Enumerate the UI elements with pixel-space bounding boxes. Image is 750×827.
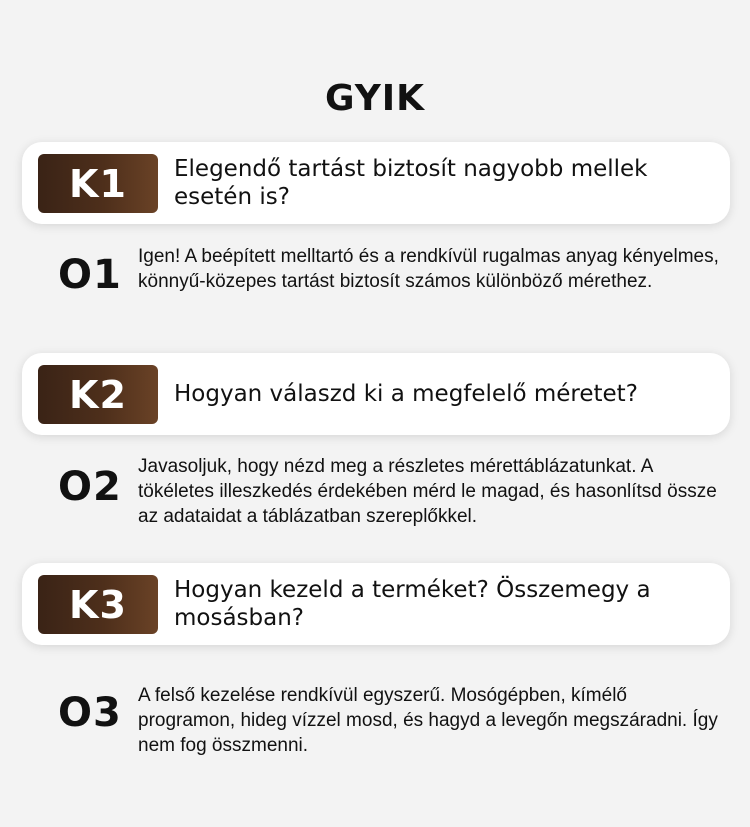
- answer-label-2: O2: [58, 464, 122, 510]
- question-text-2-label: Hogyan válaszd ki a megfelelő méretet?: [174, 381, 638, 407]
- question-text-1-label: Elegendő tartást biztosít nagyobb mellek esetén is?: [174, 156, 648, 210]
- answer-block-3: [58, 680, 728, 760]
- question-badge-1: K1: [38, 154, 158, 213]
- question-card-3[interactable]: [22, 563, 730, 645]
- answer-text-2: Javasoljuk, hogy nézd meg a részletes mérettáblázatunkat. A tökéletes illeszkedés érdekében mérd le magad, és hasonlítsd össze az adataidat a táblázatban szereplőkkel.: [138, 456, 717, 527]
- question-badge-3: K3: [38, 575, 158, 634]
- answer-block-1: [58, 240, 728, 320]
- question-text-1: [174, 142, 704, 224]
- answer-label-1: O1: [58, 252, 122, 298]
- question-badge-2: K2: [38, 365, 158, 424]
- answer-text-1: Igen! A beépített melltartó és a rendkívül rugalmas anyag kényelmes, könnyű-közepes tartást biztosít számos különböző mérethez.: [138, 246, 719, 292]
- answer-block-2: [58, 452, 728, 532]
- page-title: GYIK: [324, 78, 426, 119]
- question-text-3-label: Hogyan kezeld a terméket? Összemegy a mosásban?: [174, 577, 651, 631]
- answer-label-3: O3: [58, 690, 122, 736]
- answer-text-3: A felső kezelése rendkívül egyszerű. Mosógépben, kímélő programon, hideg vízzel mosd, és hagyd a levegőn megszáradni. Így nem fog összmenni.: [138, 685, 718, 756]
- question-card-1[interactable]: [22, 142, 730, 224]
- question-text-2: [174, 353, 704, 435]
- question-card-2[interactable]: [22, 353, 730, 435]
- question-text-3: [174, 563, 704, 645]
